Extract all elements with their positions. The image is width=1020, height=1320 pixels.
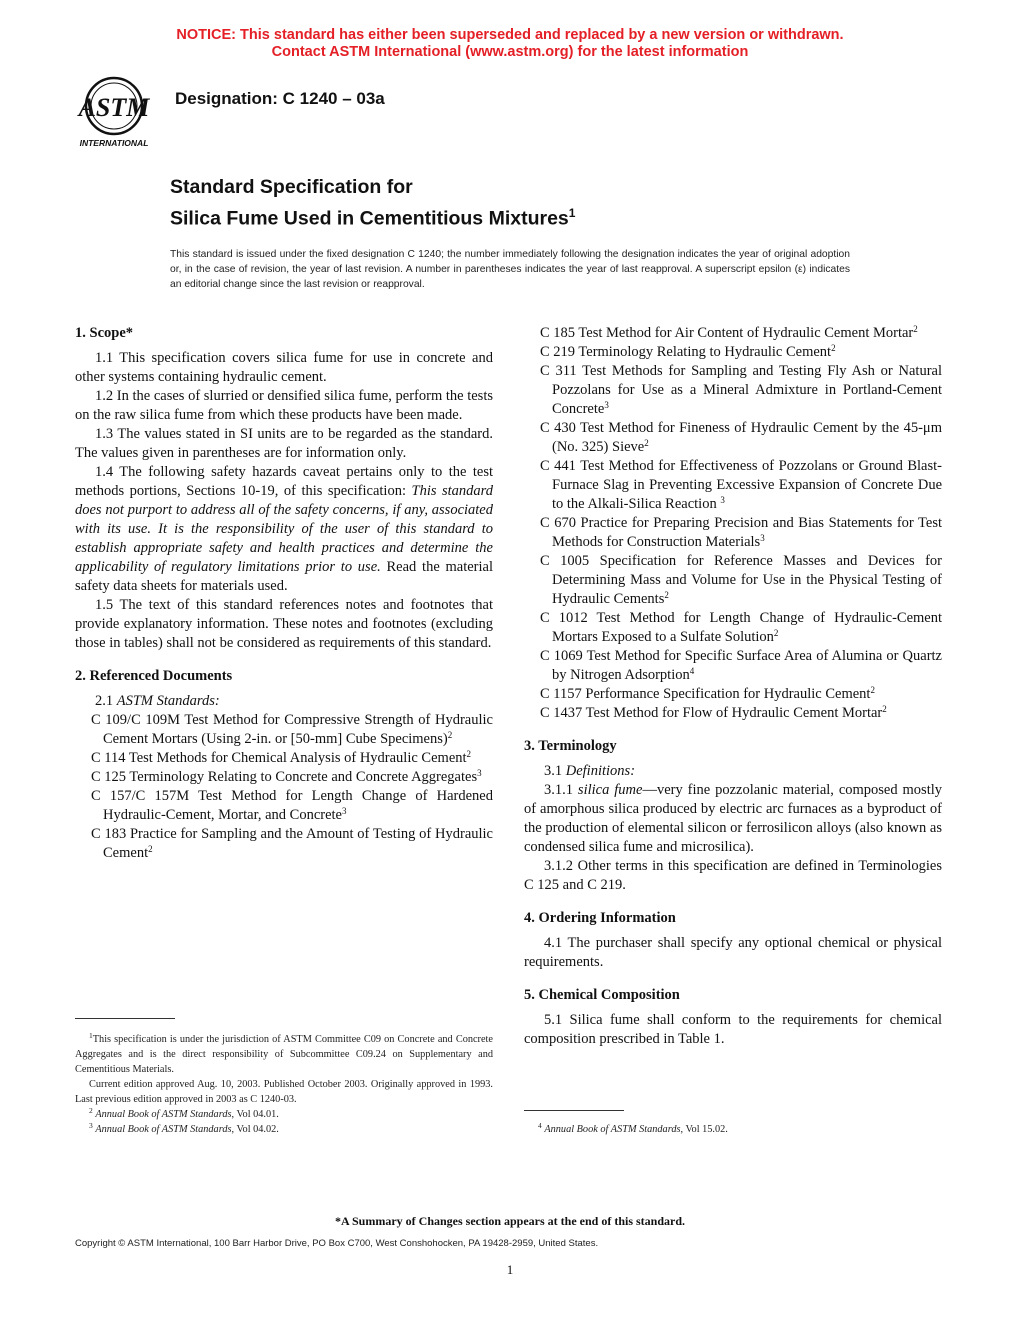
footnote-rule-right	[524, 1110, 624, 1111]
ref-item	[524, 704, 942, 723]
document-title	[170, 174, 575, 232]
terminology-3-1-2: 3.1.2 Other terms in this specification are defined in Terminologies C 125 and C 219.	[524, 858, 942, 893]
footnote-1-mark: 1	[89, 1031, 93, 1040]
ref-footnote: 2	[447, 730, 453, 740]
footnote-2-vol: , Vol 04.01.	[231, 1109, 279, 1120]
footnote-4	[524, 1122, 942, 1137]
ref-footnote: 2	[913, 324, 918, 334]
title-line-2	[170, 200, 575, 232]
ordering-heading: 4. Ordering Information	[524, 910, 676, 926]
ref-text: C 670 Practice for Preparing Precision and Bias Statements for Test Methods for Construction Materials	[540, 515, 942, 550]
footnote-1	[75, 1032, 493, 1077]
terminology-3-1-1	[524, 781, 942, 857]
astm-logo	[66, 74, 162, 150]
footnote-rule-left	[75, 1018, 175, 1019]
intro-paragraph: This standard is issued under the fixed designation C 1240; the number immediately following the designation indicates the year of original adoption or, in the case of revision, the year of last revision. A number in parentheses indicates the year of last reapproval. A superscript epsilon (ε) indicates an editorial change since the last revision or reapproval.	[170, 249, 850, 290]
footnote-4-book: Annual Book of ASTM Standards	[544, 1124, 681, 1135]
left-column	[75, 324, 493, 863]
terminology-heading: 3. Terminology	[524, 738, 617, 754]
terminology-3-1-1-term: silica fume	[577, 782, 643, 798]
page-number: 1	[506, 1262, 514, 1277]
ref-text: C 183 Practice for Sampling and the Amount of Testing of Hydraulic Cement	[91, 826, 493, 861]
title-line-2-text: Silica Fume Used in Cementitious Mixtures	[170, 207, 569, 230]
terminology-3-1	[524, 762, 942, 781]
ref-footnote: 3	[720, 495, 725, 505]
logo-letters: ASTM	[78, 93, 150, 122]
chemical-5-1: 5.1 Silica fume shall conform to the requirements for chemical composition prescribed in Table 1.	[524, 1012, 942, 1047]
footnote-4-vol: , Vol 15.02.	[680, 1124, 728, 1135]
right-column	[524, 324, 942, 1049]
ref-item	[524, 552, 942, 609]
ref-text: C 1437 Test Method for Flow of Hydraulic Cement Mortar	[540, 705, 883, 721]
ref-footnote: 2	[664, 590, 669, 600]
ref-item	[75, 787, 493, 825]
ref-item	[524, 514, 942, 552]
footnotes-right	[524, 1122, 942, 1137]
ref-text: C 125 Terminology Relating to Concrete and Concrete Aggregates	[91, 769, 478, 785]
ref-footnote: 2	[831, 343, 836, 353]
designation: Designation: C 1240 – 03a	[175, 89, 385, 108]
ref-footnote: 2	[644, 438, 649, 448]
terminology-3-1-num: 3.1	[544, 763, 566, 779]
footnote-1b: Current edition approved Aug. 10, 2003. Published October 2003. Originally approved in 1993. Last previous edition approved in 2003 as C 1240-03.	[75, 1079, 493, 1105]
summary-of-changes-note: *A Summary of Changes section appears at the end of this standard.	[334, 1214, 686, 1228]
footnote-2-book: Annual Book of ASTM Standards	[95, 1109, 232, 1120]
ref-item	[524, 685, 942, 704]
terminology-3-1-label: Definitions:	[565, 763, 636, 779]
ref-item	[75, 711, 493, 749]
ref-text: C 430 Test Method for Fineness of Hydraulic Cement by the 45-μm (No. 325) Sieve	[540, 420, 942, 455]
terminology-3-1-1-text: —very fine pozzolanic material, composed mostly of amorphous silica produced by electric arc furnaces as a byproduct of the production of elemental silicon or ferrosilicon alloys (also known as condensed silica fume and microsilica).	[524, 782, 942, 855]
ordering-4-1: 4.1 The purchaser shall specify any optional chemical or physical requirements.	[524, 935, 942, 970]
ref-footnote: 2	[466, 749, 472, 759]
ref-item	[524, 457, 942, 514]
ref-footnote: 3	[604, 400, 609, 410]
referenced-2-1-num: 2.1	[95, 693, 117, 709]
ref-item	[75, 768, 493, 787]
ref-footnote: 3	[760, 533, 765, 543]
ref-footnote: 2	[773, 628, 779, 638]
ref-item	[524, 324, 942, 343]
title-footnote-mark: 1	[568, 206, 576, 220]
ref-text: C 311 Test Methods for Sampling and Testing Fly Ash or Natural Pozzolans for Use as a Mineral Admixture in Portland-Cement Concrete	[540, 363, 942, 417]
footnote-1-text: This specification is under the jurisdiction of ASTM Committee C09 on Concrete and Concrete Aggregates and is the direct responsibility of Subcommittee C09.24 on Supplementary and Cementitious Materials.	[75, 1034, 493, 1075]
scope-1-3: 1.3 The values stated in SI units are to be regarded as the standard. The values given in parentheses are for information only.	[75, 426, 493, 461]
ref-footnote: 2	[882, 704, 887, 714]
ref-text: C 185 Test Method for Air Content of Hydraulic Cement Mortar	[540, 325, 914, 341]
scope-1-4-start: 1.4 The following safety hazards caveat pertains only to the test methods portions, Sections 10-19, of this specification:	[75, 464, 493, 499]
ref-text: C 219 Terminology Relating to Hydraulic Cement	[540, 344, 832, 360]
ref-footnote: 2	[148, 844, 153, 854]
footnote-2	[75, 1107, 493, 1122]
scope-1-4	[75, 463, 493, 596]
ref-item	[524, 609, 942, 647]
ref-item	[524, 647, 942, 685]
title-line-1: Standard Specification for	[170, 176, 413, 198]
copyright: Copyright © ASTM International, 100 Barr Harbor Drive, PO Box C700, West Conshohocken, PA 19428-2959, United States.	[75, 1238, 599, 1249]
superseded-notice	[0, 27, 1020, 60]
ref-text: C 1012 Test Method for Length Change of Hydraulic-Cement Mortars Exposed to a Sulfate Solution	[540, 610, 942, 645]
scope-1-1: 1.1 This specification covers silica fume for use in concrete and other systems containing hydraulic cement.	[75, 350, 493, 385]
ref-text: C 109/C 109M Test Method for Compressive Strength of Hydraulic Cement Mortars (Using 2-in. or [50-mm] Cube Specimens)	[91, 712, 493, 747]
logo-word: INTERNATIONAL	[79, 138, 149, 148]
footnote-3-vol: , Vol 04.02.	[231, 1124, 279, 1135]
ref-text: C 1157 Performance Specification for Hydraulic Cement	[540, 686, 871, 702]
scope-1-4-end: Read the material safety data sheets for materials used.	[75, 559, 493, 594]
ref-footnote: 3	[342, 806, 347, 816]
terminology-3-1-1-num: 3.1.1	[544, 782, 578, 798]
ref-text: C 441 Test Method for Effectiveness of Pozzolans or Ground Blast-Furnace Slag in Preventing Excessive Expansion of Concrete Due to the Alkali-Silica Reaction	[540, 458, 942, 512]
astm-logo-icon	[66, 74, 162, 150]
ref-item	[524, 419, 942, 457]
referenced-2-1	[75, 692, 493, 711]
ref-text: C 1005 Specification for Reference Masses and Devices for Determining Mass and Volume for Use in the Physical Testing of Hydraulic Cements	[540, 553, 942, 607]
ref-item	[524, 362, 942, 419]
ref-text: C 157/C 157M Test Method for Length Change of Hardened Hydraulic-Cement, Mortar, and Concrete	[91, 788, 493, 823]
footnote-3	[75, 1122, 493, 1137]
ref-footnote: 3	[477, 768, 482, 778]
chemical-heading: 5. Chemical Composition	[524, 987, 680, 1003]
footnotes-left	[75, 1032, 493, 1137]
footnote-2-mark: 2	[89, 1106, 93, 1115]
referenced-2-1-label: ASTM Standards:	[116, 693, 220, 709]
scope-heading: 1. Scope*	[75, 325, 133, 341]
scope-1-5: 1.5 The text of this standard references notes and footnotes that provide explanatory information. These notes and footnotes (excluding those in tables) shall not be considered as requirements of this standard.	[75, 597, 493, 651]
ref-footnote: 2	[870, 685, 875, 695]
ref-text: C 1069 Test Method for Specific Surface Area of Alumina or Quartz by Nitrogen Adsorption	[540, 648, 942, 683]
scope-1-2: 1.2 In the cases of slurried or densified silica fume, perform the tests on the raw silica fume from which these products have been made.	[75, 388, 493, 423]
footnote-3-mark: 3	[89, 1121, 93, 1130]
notice-line-2: Contact ASTM International (www.astm.org) for the latest information	[271, 43, 749, 60]
footnote-4-mark: 4	[538, 1121, 542, 1130]
referenced-heading: 2. Referenced Documents	[75, 668, 233, 684]
ref-item	[524, 343, 942, 362]
ref-footnote: 4	[689, 666, 695, 676]
notice-line-1: NOTICE: This standard has either been superseded and replaced by a new version or withdrawn.	[176, 27, 844, 43]
footnote-3-book: Annual Book of ASTM Standards	[95, 1124, 232, 1135]
scope-1-4-caveat: This standard does not purport to address all of the safety concerns, if any, associated with its use. It is the responsibility of the user of this standard to establish appropriate safety and health practices and determine the applicability of regulatory limitations prior to use.	[75, 483, 494, 575]
ref-item	[75, 749, 493, 768]
ref-item	[75, 825, 493, 863]
ref-text: C 114 Test Methods for Chemical Analysis of Hydraulic Cement	[91, 750, 467, 766]
